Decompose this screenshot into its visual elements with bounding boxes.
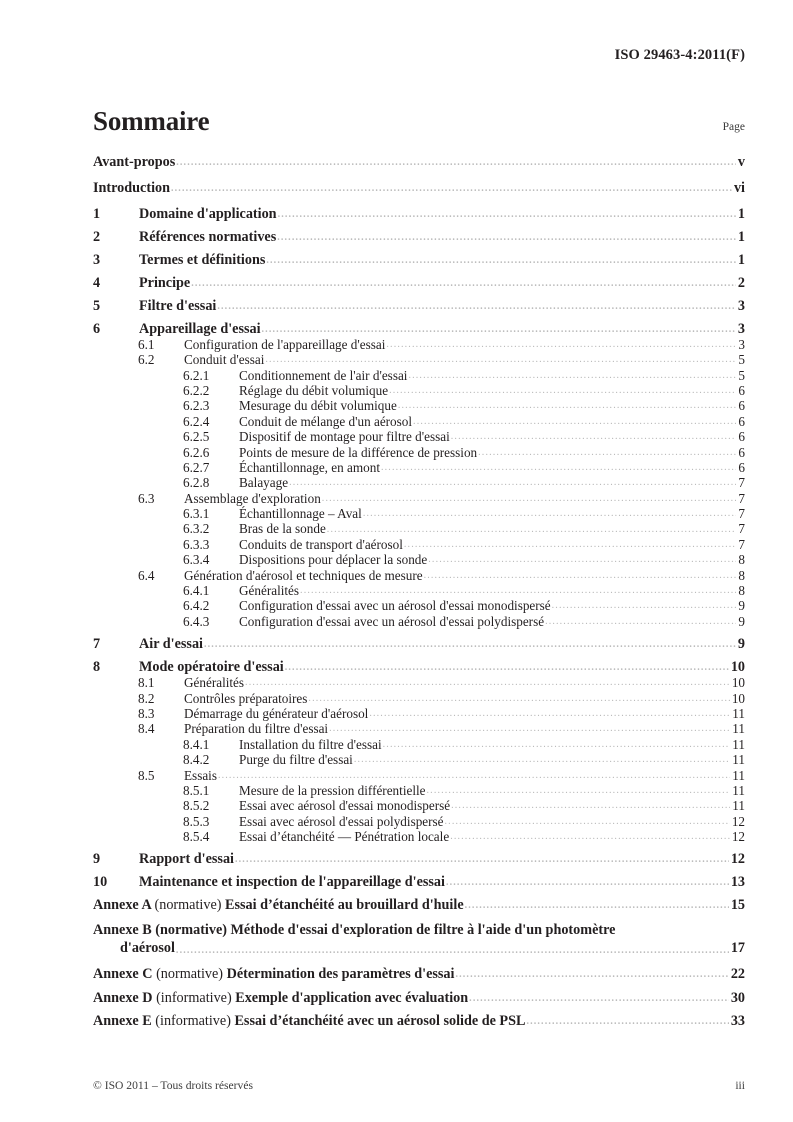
- toc-entry-label: [93, 991, 468, 1005]
- toc-page-number: 30: [730, 989, 745, 1006]
- toc-entry-level1[interactable]: [93, 230, 745, 244]
- toc-page-number: 6: [738, 413, 745, 429]
- toc-page-number: 12: [730, 851, 745, 868]
- dot-leader: [245, 676, 730, 689]
- toc-entry-number: 6.2.3: [183, 398, 210, 414]
- toc-entry-level1[interactable]: [93, 253, 745, 267]
- dot-leader: [217, 299, 736, 313]
- toc-entry-level3[interactable]: [93, 399, 745, 412]
- toc-entry-label: [93, 967, 454, 981]
- toc-entry-label: Mesure de la pression différentielle: [239, 782, 426, 798]
- toc-entry-level3[interactable]: [93, 384, 745, 397]
- toc-page-number: 7: [738, 521, 745, 537]
- toc-entry-level1[interactable]: [93, 875, 745, 889]
- toc-page-number: 9: [738, 598, 745, 614]
- toc-entry-number: 6.2.4: [183, 413, 210, 429]
- toc-entry-label: Essai avec aérosol d'essai monodispersé: [239, 798, 451, 814]
- toc-entry-level3[interactable]: [93, 584, 745, 597]
- toc-entry-level3[interactable]: [93, 415, 745, 428]
- annex-kind: (normative): [156, 965, 224, 982]
- toc-entry-number: 2: [93, 228, 101, 245]
- toc-entry-level3[interactable]: [93, 507, 745, 520]
- toc-page-number: 9: [738, 613, 745, 629]
- toc-page-number: 15: [730, 897, 745, 914]
- toc-entry-number: 9: [93, 851, 101, 868]
- toc-entry-label: Principe: [139, 274, 191, 291]
- toc-entry-label: Conduit d'essai: [184, 352, 265, 368]
- annex-name: Annexe E: [93, 1013, 152, 1030]
- toc-entry-level3[interactable]: [93, 476, 745, 489]
- annex-name: Annexe D: [93, 989, 153, 1006]
- dot-leader: [413, 415, 736, 428]
- toc-entry-level3[interactable]: [93, 599, 745, 612]
- toc-entry-label: Mode opératoire d'essai: [139, 659, 284, 676]
- dot-leader: [552, 599, 737, 612]
- annex-title: Essai d’étanchéité avec un aérosol solide de PSL: [234, 1013, 526, 1030]
- toc-page-number: 11: [732, 782, 745, 798]
- toc-entry-number: 1: [93, 205, 101, 222]
- toc-page-number: 8: [738, 583, 745, 599]
- toc-entry-label: Bras de la sonde: [239, 521, 326, 537]
- toc-entry-label: Démarrage du générateur d'aérosol: [184, 706, 369, 722]
- dot-leader: [354, 753, 730, 766]
- toc-entry-number: 6.4.3: [183, 613, 210, 629]
- toc-page-number: 8: [738, 552, 745, 568]
- toc-entry-level3[interactable]: [93, 369, 745, 382]
- toc-entry-number: 8.4.2: [183, 752, 210, 768]
- toc-entry-level1[interactable]: [93, 299, 745, 313]
- toc-entry-label: Essai d’étanchéité — Pénétration locale: [239, 829, 450, 845]
- page-title: Sommaire: [93, 106, 210, 136]
- toc-page-number: 1: [737, 228, 745, 245]
- toc-entry-level3[interactable]: [93, 815, 745, 828]
- toc-entry-label: Généralités: [239, 583, 300, 599]
- annex-kind: (normative): [154, 897, 222, 914]
- toc-entry-level3[interactable]: [93, 615, 745, 628]
- toc-entry-level1[interactable]: [93, 660, 745, 674]
- toc-page-number: 1: [737, 205, 745, 222]
- toc-entry-number: 3: [93, 251, 101, 268]
- dot-leader: [191, 276, 736, 290]
- toc-entry-label: Configuration de l'appareillage d'essai: [184, 336, 386, 352]
- toc-entry-number: 5: [93, 297, 101, 314]
- dot-leader: [327, 523, 737, 536]
- toc-page-number: 7: [738, 475, 745, 491]
- toc-entry-frontmatter[interactable]: [93, 181, 745, 195]
- toc-page-number: 13: [730, 874, 745, 891]
- toc-entry-label: Rapport d'essai: [139, 851, 234, 868]
- toc-entry-label: Filtre d'essai: [139, 297, 217, 314]
- dot-leader: [526, 1014, 728, 1028]
- toc-entry-frontmatter[interactable]: [93, 155, 745, 169]
- toc-page-number: 5: [738, 367, 745, 383]
- toc-entry-number: 6.2.7: [183, 459, 210, 475]
- dot-leader: [389, 384, 736, 397]
- toc-entry-number: 6: [93, 320, 101, 337]
- toc-entry-number: 8.5.4: [183, 829, 210, 845]
- toc-page-number: 6: [738, 444, 745, 460]
- toc-entry-number: 8.3: [138, 706, 155, 722]
- toc-entry-label: Essais: [184, 767, 217, 783]
- toc-page-number: 10: [731, 690, 745, 706]
- toc-entry-label: Introduction: [93, 179, 170, 196]
- toc-page-number: 1: [737, 251, 745, 268]
- toc-entry-level3[interactable]: [93, 738, 745, 751]
- dot-leader: [446, 875, 729, 889]
- toc-page-number: 2: [737, 274, 745, 291]
- annex-title: Essai d’étanchéité au brouillard d'huile: [225, 897, 464, 914]
- toc-entry-label: Air d'essai: [139, 636, 203, 653]
- toc-entry-level3[interactable]: [93, 446, 745, 459]
- toc-page-number: 10: [731, 675, 745, 691]
- toc-page-number: 17: [730, 940, 745, 957]
- toc-entry-number: 10: [93, 874, 108, 891]
- toc-entry-level2[interactable]: [93, 769, 745, 782]
- dot-leader: [308, 692, 729, 705]
- toc-entry-number: 8.1: [138, 675, 155, 691]
- annex-title: Méthode d'essai d'exploration de filtre à l'aide d'un photomètre: [230, 922, 616, 939]
- toc-entry-number: 8.5.3: [183, 813, 210, 829]
- toc-entry-label: Maintenance et inspection de l'appareillage d'essai: [139, 874, 445, 891]
- toc-entry-number: 6.3: [138, 490, 155, 506]
- dot-leader: [266, 253, 736, 267]
- toc-page-number: 6: [738, 459, 745, 475]
- document-reference-header: ISO 29463-4:2011(F): [614, 47, 745, 63]
- dot-leader: [285, 660, 729, 674]
- toc-entry-label: Configuration d'essai avec un aérosol d'essai monodispersé: [239, 598, 551, 614]
- dot-leader: [176, 155, 736, 169]
- toc-page-number: 11: [732, 767, 745, 783]
- toc-page-number: 7: [738, 506, 745, 522]
- document-footer: [93, 1079, 745, 1092]
- toc-entry-label: Références normatives: [139, 228, 277, 245]
- toc-entry-annex[interactable]: [93, 991, 745, 1005]
- toc-entry-level2[interactable]: [93, 492, 745, 505]
- toc-entry-level1[interactable]: [93, 637, 745, 651]
- toc-entry-label: [93, 898, 464, 912]
- annex-kind: (normative): [155, 922, 227, 939]
- toc-page-number: 7: [738, 536, 745, 552]
- dot-leader: [450, 830, 730, 843]
- dot-leader: [265, 353, 736, 366]
- toc-entry-annex[interactable]: [93, 922, 745, 957]
- dot-leader: [469, 991, 729, 1005]
- dot-leader: [408, 369, 736, 382]
- annex-kind: (informative): [155, 1013, 231, 1030]
- toc-entry-number: 6.2.8: [183, 475, 210, 491]
- dot-leader: [424, 569, 737, 582]
- dot-leader: [404, 538, 737, 551]
- dot-leader: [455, 967, 728, 981]
- toc-entry-number: 6.2.6: [183, 444, 210, 460]
- toc-entry-label: [93, 1014, 525, 1028]
- toc-entry-level3[interactable]: [93, 799, 745, 812]
- toc-entry-level2[interactable]: [93, 353, 745, 366]
- toc-entry-level3[interactable]: [93, 784, 745, 797]
- dot-leader: [445, 815, 730, 828]
- dot-leader: [451, 430, 737, 443]
- dot-leader: [427, 784, 731, 797]
- toc-entry-label: Conduits de transport d'aérosol: [239, 536, 403, 552]
- toc-entry-number: 8: [93, 659, 101, 676]
- toc-entry-level3[interactable]: [93, 553, 745, 566]
- toc-page-number: 9: [737, 636, 745, 653]
- dot-leader: [369, 707, 730, 720]
- toc-entry-number: 6.4.1: [183, 583, 210, 599]
- dot-leader: [363, 507, 737, 520]
- dot-leader: [545, 615, 736, 628]
- toc-page-number: 6: [738, 429, 745, 445]
- toc-entry-number: 6.2.1: [183, 367, 210, 383]
- toc-entry-label: Purge du filtre d'essai: [239, 752, 353, 768]
- toc-entry-label: Conditionnement de l'air d'essai: [239, 367, 408, 383]
- toc-entry-level1[interactable]: [93, 207, 745, 221]
- toc-entry-label: Installation du filtre d'essai: [239, 736, 382, 752]
- dot-leader: [171, 181, 732, 195]
- toc-entry-number: 6.3.3: [183, 536, 210, 552]
- toc-entry-level1[interactable]: [93, 852, 745, 866]
- toc-entry-label: Dispositions pour déplacer la sonde: [239, 552, 428, 568]
- dot-leader: [204, 637, 736, 651]
- toc-page-number: 22: [730, 965, 745, 982]
- toc-page-number: 3: [737, 297, 745, 314]
- toc-entry-label: Domaine d'application: [139, 205, 277, 222]
- toc-page-number: 6: [738, 382, 745, 398]
- toc-page-number: 3: [738, 336, 745, 352]
- toc-entry-annex[interactable]: [93, 1014, 745, 1028]
- toc-entry-label: Généralités: [184, 675, 245, 691]
- dot-leader: [428, 553, 736, 566]
- toc-entry-level2[interactable]: [93, 338, 745, 351]
- toc-entry-level2[interactable]: [93, 707, 745, 720]
- toc-entry-label: Termes et définitions: [139, 251, 266, 268]
- toc-entry-number: 6.4: [138, 567, 155, 583]
- toc-entry-level3[interactable]: [93, 461, 745, 474]
- annex-kind: (informative): [156, 989, 232, 1006]
- toc-entry-label: Dispositif de montage pour filtre d'essai: [239, 429, 450, 445]
- toc-entry-number: 6.2: [138, 352, 155, 368]
- toc-page-number: 11: [732, 721, 745, 737]
- toc-entry-number: 6.1: [138, 336, 155, 352]
- toc-entry-label: Génération d'aérosol et techniques de mesure: [184, 567, 423, 583]
- toc-entry-number: 8.4: [138, 721, 155, 737]
- toc-entry-label: Avant-propos: [93, 154, 176, 170]
- toc-page-number: 10: [730, 659, 745, 676]
- copyright-notice: © ISO 2011 – Tous droits réservés: [93, 1079, 253, 1092]
- dot-leader: [322, 492, 737, 505]
- toc-entry-level1[interactable]: [93, 276, 745, 290]
- page-folio: iii: [735, 1079, 745, 1092]
- toc-entry-label: Essai avec aérosol d'essai polydispersé: [239, 813, 444, 829]
- toc-entry-number: 7: [93, 636, 101, 653]
- toc-entry-level2[interactable]: [93, 676, 745, 689]
- toc-page-number: v: [737, 154, 745, 170]
- dot-leader: [300, 584, 736, 597]
- annex-title: Détermination des paramètres d'essai: [226, 965, 455, 982]
- toc-entry-number: 6.2.2: [183, 382, 210, 398]
- toc-entry-number: 4: [93, 274, 101, 291]
- toc-entry-annex[interactable]: [93, 898, 745, 912]
- toc-page-number: 11: [732, 752, 745, 768]
- toc-entry-number: 8.5: [138, 767, 155, 783]
- dot-leader: [176, 943, 729, 957]
- toc-entry-label: Points de mesure de la différence de pression: [239, 444, 478, 460]
- toc-page-number: 6: [738, 398, 745, 414]
- annex-title-line-2-row: [93, 940, 745, 957]
- toc-entry-number: 8.2: [138, 690, 155, 706]
- toc-entry-label: Configuration d'essai avec un aérosol d'essai polydispersé: [239, 613, 545, 629]
- toc-entry-level3[interactable]: [93, 538, 745, 551]
- annex-name: Annexe B: [93, 922, 152, 939]
- dot-leader: [386, 338, 736, 351]
- toc-page-number: 7: [738, 490, 745, 506]
- toc-entry-level3[interactable]: [93, 430, 745, 443]
- toc-entry-label: Mesurage du débit volumique: [239, 398, 397, 414]
- dot-leader: [383, 738, 731, 751]
- toc-page-number: 5: [738, 352, 745, 368]
- toc-entry-level3[interactable]: [93, 830, 745, 843]
- toc-entry-label: Contrôles préparatoires: [184, 690, 308, 706]
- toc-entry-number: 6.4.2: [183, 598, 210, 614]
- toc-page-number: 3: [737, 320, 745, 337]
- dot-leader: [465, 898, 729, 912]
- dot-leader: [289, 476, 736, 489]
- toc-entry-label: Réglage du débit volumique: [239, 382, 389, 398]
- toc-entry-level2[interactable]: [93, 722, 745, 735]
- dot-leader: [218, 769, 730, 782]
- toc-entry-number: 6.3.4: [183, 552, 210, 568]
- annex-title-continuation: d'aérosol: [120, 940, 175, 957]
- toc-entry-number: 8.5.2: [183, 798, 210, 814]
- dot-leader: [451, 799, 730, 812]
- toc-entry-label: Assemblage d'exploration: [184, 490, 321, 506]
- toc-entry-label: Échantillonnage – Aval: [239, 506, 362, 522]
- toc-entry-label: Préparation du filtre d'essai: [184, 721, 329, 737]
- annex-title-line-1: [93, 922, 745, 939]
- toc-page-number: 12: [731, 829, 745, 845]
- annex-name: Annexe A: [93, 897, 151, 914]
- toc-page-number: 11: [732, 706, 745, 722]
- dot-leader: [329, 722, 730, 735]
- dot-leader: [277, 230, 736, 244]
- toc-entry-label: Conduit de mélange d'un aérosol: [239, 413, 413, 429]
- dot-leader: [478, 446, 736, 459]
- dot-leader: [278, 207, 736, 221]
- toc-entry-number: 6.3.2: [183, 521, 210, 537]
- toc-entry-label: Balayage: [239, 475, 289, 491]
- dot-leader: [381, 461, 736, 474]
- contents-title-row: [93, 108, 745, 135]
- toc-page-number: vi: [733, 179, 745, 196]
- table-of-contents: [93, 155, 745, 1038]
- toc-entry-number: 8.5.1: [183, 782, 210, 798]
- dot-leader: [262, 322, 736, 336]
- toc-entry-level3[interactable]: [93, 522, 745, 535]
- annex-title: Exemple d'application avec évaluation: [235, 989, 469, 1006]
- toc-entry-label: Appareillage d'essai: [139, 320, 261, 337]
- toc-entry-number: 6.2.5: [183, 429, 210, 445]
- page-column-header: Page: [722, 121, 745, 133]
- toc-page-number: 8: [738, 567, 745, 583]
- toc-page-number: 33: [730, 1013, 745, 1030]
- toc-entry-level3[interactable]: [93, 753, 745, 766]
- toc-entry-label: Échantillonnage, en amont: [239, 459, 380, 475]
- toc-page-number: 12: [731, 813, 745, 829]
- toc-entry-number: 8.4.1: [183, 736, 210, 752]
- annex-name: Annexe C: [93, 965, 153, 982]
- dot-leader: [398, 399, 737, 412]
- toc-entry-level2[interactable]: [93, 569, 745, 582]
- dot-leader: [235, 852, 729, 866]
- toc-entry-level2[interactable]: [93, 692, 745, 705]
- toc-page-number: 11: [732, 736, 745, 752]
- toc-page-number: 11: [732, 798, 745, 814]
- toc-entry-number: 6.3.1: [183, 506, 210, 522]
- toc-entry-level1[interactable]: [93, 322, 745, 336]
- toc-entry-annex[interactable]: [93, 967, 745, 981]
